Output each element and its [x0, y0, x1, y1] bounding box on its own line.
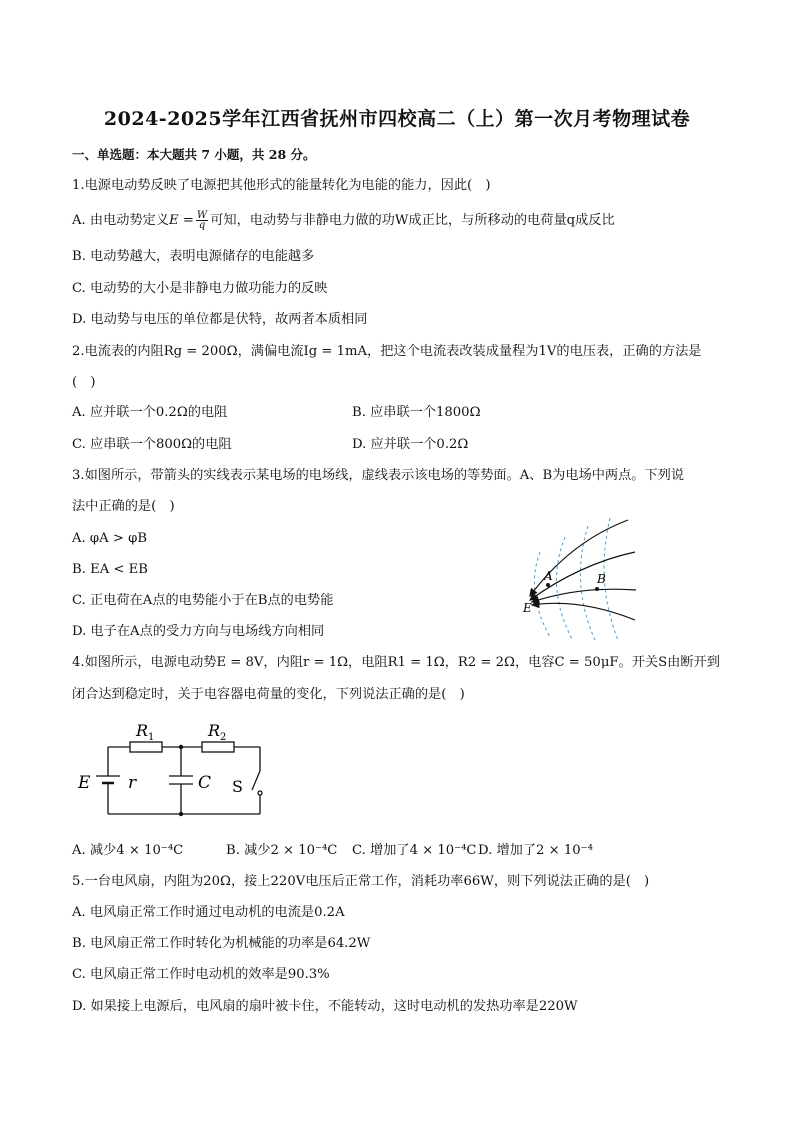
point-a-label: A [544, 569, 553, 583]
r2-label: $R_2$ [208, 721, 227, 743]
q2-option-b: B. 应串联一个1800Ω [352, 405, 481, 420]
q5-option-a: A. 电风扇正常工作时通过电动机的电流是0.2A [72, 905, 345, 920]
q2-stem-cont: ( ) [72, 375, 96, 390]
r1-label: $R_1$ [136, 721, 155, 743]
q3-stem: 3.如图所示，带箭头的实线表示某电场的电场线，虚线表示该电场的等势面。A、B为电场中两点。下列说 [72, 468, 685, 483]
q2-option-c: C. 应串联一个800Ω的电阻 [72, 437, 232, 452]
q4-option-c: C. 增加了4 × 10⁻⁴C [352, 843, 477, 858]
q3-option-b: B. EA < EB [72, 562, 148, 577]
q5-option-d: D. 如果接上电源后，电风扇的扇叶被卡住，不能转动，这时电动机的发热功率是220W [72, 999, 578, 1014]
q1-option-b: B. 电动势越大，表明电源储存的电能越多 [72, 249, 315, 264]
equipotential-line-3 [580, 526, 595, 640]
section-heading: 一、单选题：本大题共 7 小题，共 28 分。 [72, 147, 316, 162]
junction-top [179, 745, 183, 749]
equipotential-line-4 [604, 518, 618, 640]
q2-option-d: D. 应并联一个0.2Ω [352, 437, 469, 452]
circuit-diagram [74, 716, 274, 824]
q5-option-b: B. 电风扇正常工作时转化为机械能的功率是64.2W [72, 936, 371, 951]
q4-option-b: B. 减少2 × 10⁻⁴C [226, 843, 338, 858]
emf-label: E [78, 773, 91, 793]
q1-option-a [72, 211, 615, 231]
q4-stem: 4.如图所示，电源电动势E = 8V，内阻r = 1Ω，电阻R1 = 1Ω，R2 = 2Ω，电容C = 50μF。开关S由断开到 [72, 655, 720, 670]
q2-stem: 2.电流表的内阻Rg = 200Ω，满偏电流Ig = 1mA，把这个电流表改装成量程为1V的电压表，正确的方法是 [72, 344, 702, 359]
point-e-label: E [523, 601, 532, 615]
q1-option-d: D. 电动势与电压的单位都是伏特，故两者本质相同 [72, 312, 368, 327]
point-b-dot [595, 587, 599, 591]
q1-option-a-suffix: 可知，电动势与非静电力做的功W成正比，与所移动的电荷量q成反比 [210, 213, 615, 228]
q3-option-c: C. 正电荷在A点的电势能小于在B点的电势能 [72, 593, 334, 608]
field-line-3 [532, 589, 636, 602]
point-b-label: B [597, 572, 606, 586]
q2-option-a: A. 应并联一个0.2Ω的电阻 [72, 405, 228, 420]
q1-option-a-prefix: A. 由电动势定义 [72, 213, 170, 228]
resistor-r1 [130, 742, 162, 752]
q3-option-a: A. φA > φB [72, 531, 148, 546]
q4-stem-cont: 闭合达到稳定时，关于电容器电荷量的变化，下列说法正确的是( ) [72, 687, 465, 702]
q1-stem: 1.电源电动势反映了电源把其他形式的能量转化为电能的能力，因此( ) [72, 178, 491, 193]
q1-formula: E = $\frac{W}{q}$ [169, 210, 208, 231]
field-line-4 [532, 603, 635, 620]
electric-field-diagram [510, 512, 640, 642]
page-title: 2024-2025学年江西省抚州市四校高二（上）第一次月考物理试卷 [103, 108, 691, 130]
q4-option-d: D. 增加了2 × 10⁻⁴ [478, 843, 593, 858]
capacitor-label: C [198, 773, 212, 793]
equipotential-line-1 [534, 552, 550, 637]
equipotential-line-2 [556, 537, 572, 639]
q1-option-c: C. 电动势的大小是非静电力做功能力的反映 [72, 281, 328, 296]
resistor-r2 [202, 742, 234, 752]
switch-label: S [232, 777, 243, 796]
q5-option-c: C. 电风扇正常工作时电动机的效率是90.3% [72, 967, 330, 982]
q3-stem-cont: 法中正确的是( ) [72, 499, 175, 514]
internal-resistance-label: r [128, 773, 137, 793]
q4-option-a: A. 减少4 × 10⁻⁴C [72, 843, 184, 858]
q3-option-d: D. 电子在A点的受力方向与电场线方向相同 [72, 624, 325, 639]
point-a-dot [546, 583, 550, 587]
switch-s [252, 771, 260, 790]
junction-bottom [179, 812, 183, 816]
q5-stem: 5.一台电风扇，内阻为20Ω，接上220V电压后正常工作，消耗功率66W，则下列说法正确的是( ) [72, 874, 650, 889]
